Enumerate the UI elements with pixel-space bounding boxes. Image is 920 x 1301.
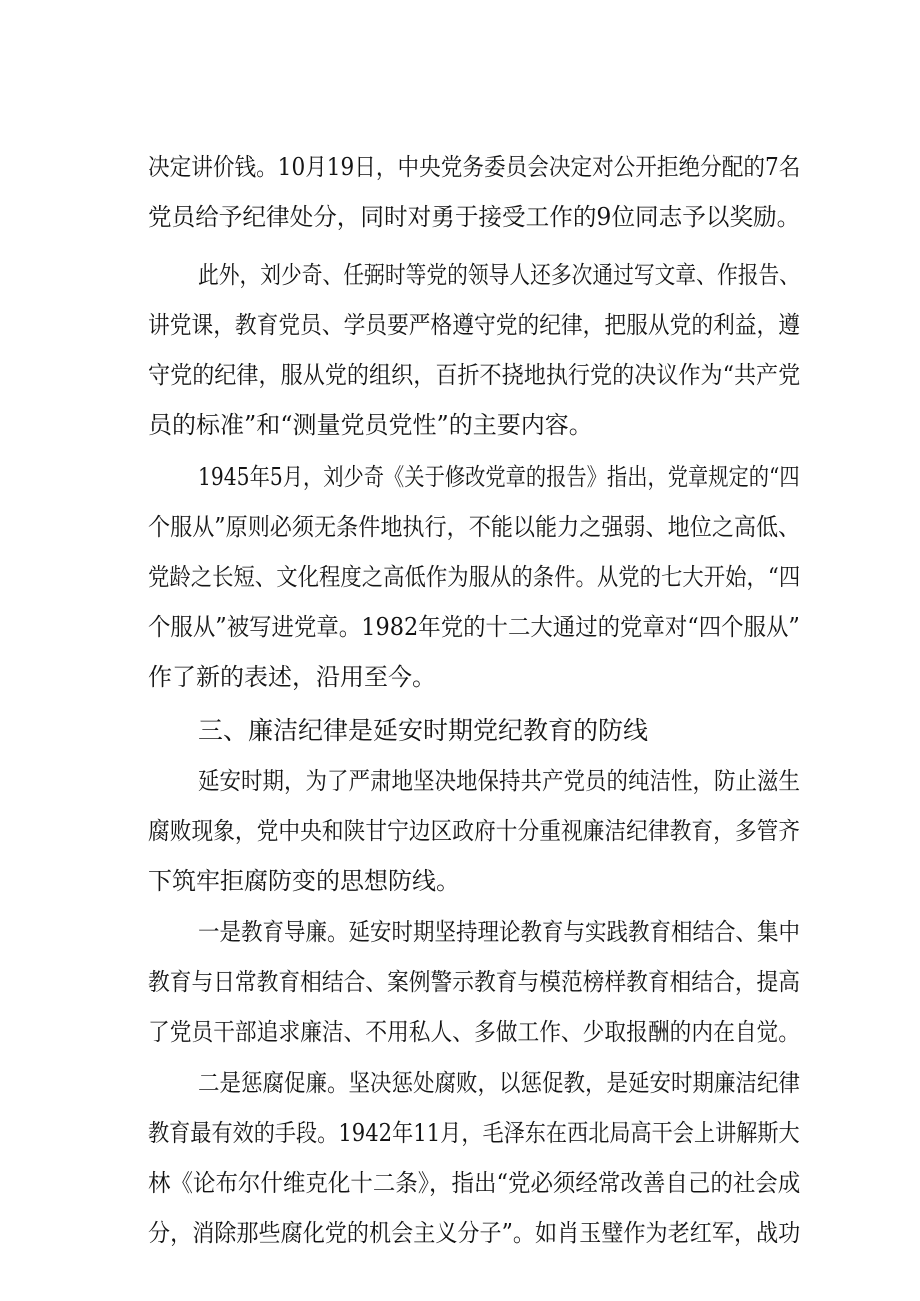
body-text-line: 此外，刘少奇、任弼时等党的领导人还多次通过写文章、作报告、 [198, 261, 800, 289]
body-text-line: 党龄之长短、文化程度之高低作为服从的条件。从党的七大开始，“四 [148, 563, 801, 591]
body-text-line: 下筑牢拒腐防变的思想防线。 [148, 867, 460, 895]
body-text-line: 守党的纪律，服从党的组织，百折不挠地执行党的决议作为“共产党 [148, 361, 801, 389]
body-text-line: 林《论布尔什维克化十二条》，指出“党必须经常改善自己的社会成 [148, 1169, 801, 1197]
body-text-line: 延安时期，为了严肃地坚决地保持共产党员的纯洁性，防止滋生 [198, 767, 800, 795]
section-heading: 三、廉洁纪律是延安时期党纪教育的防线 [198, 716, 649, 745]
body-text-line: 个服从”原则必须无条件地执行，不能以能力之强弱、地位之高低、 [148, 513, 801, 541]
body-text-line: 腐败现象，党中央和陕甘宁边区政府十分重视廉洁纪律教育，多管齐 [148, 817, 801, 845]
body-text-line: 党员给予纪律处分，同时对勇于接受工作的9位同志予以奖励。 [148, 203, 801, 231]
body-text-line: 教育与日常教育相结合、案例警示教育与模范榜样教育相结合，提高 [148, 968, 801, 996]
body-text-line: 教育最有效的手段。1942年11月，毛泽东在西北局高干会上讲解斯大 [148, 1119, 800, 1147]
body-text-line: 分，消除那些腐化党的机会主义分子”。如肖玉璧作为老红军，战功 [148, 1219, 801, 1247]
body-text-line: 个服从”被写进党章。1982年党的十二大通过的党章对“四个服从” [148, 613, 800, 641]
body-text-line: 一是教育导廉。延安时期坚持理论教育与实践教育相结合、集中 [198, 918, 800, 946]
body-text-line: 员的标准”和“测量党员党性”的主要内容。 [148, 411, 593, 439]
body-text-line: 决定讲价钱。10月19日，中央党务委员会决定对公开拒绝分配的7名 [148, 153, 801, 181]
body-text-line: 1945年5月，刘少奇《关于修改党章的报告》指出，党章规定的“四 [198, 463, 800, 491]
body-text-line: 二是惩腐促廉。坚决惩处腐败，以惩促教，是延安时期廉洁纪律 [198, 1069, 800, 1097]
body-text-line: 讲党课，教育党员、学员要严格遵守党的纪律，把服从党的利益，遵 [148, 311, 801, 339]
body-text-line: 了党员干部追求廉洁、不用私人、多做工作、少取报酬的内在自觉。 [148, 1018, 801, 1046]
body-text-line: 作了新的表述，沿用至今。 [148, 663, 436, 691]
